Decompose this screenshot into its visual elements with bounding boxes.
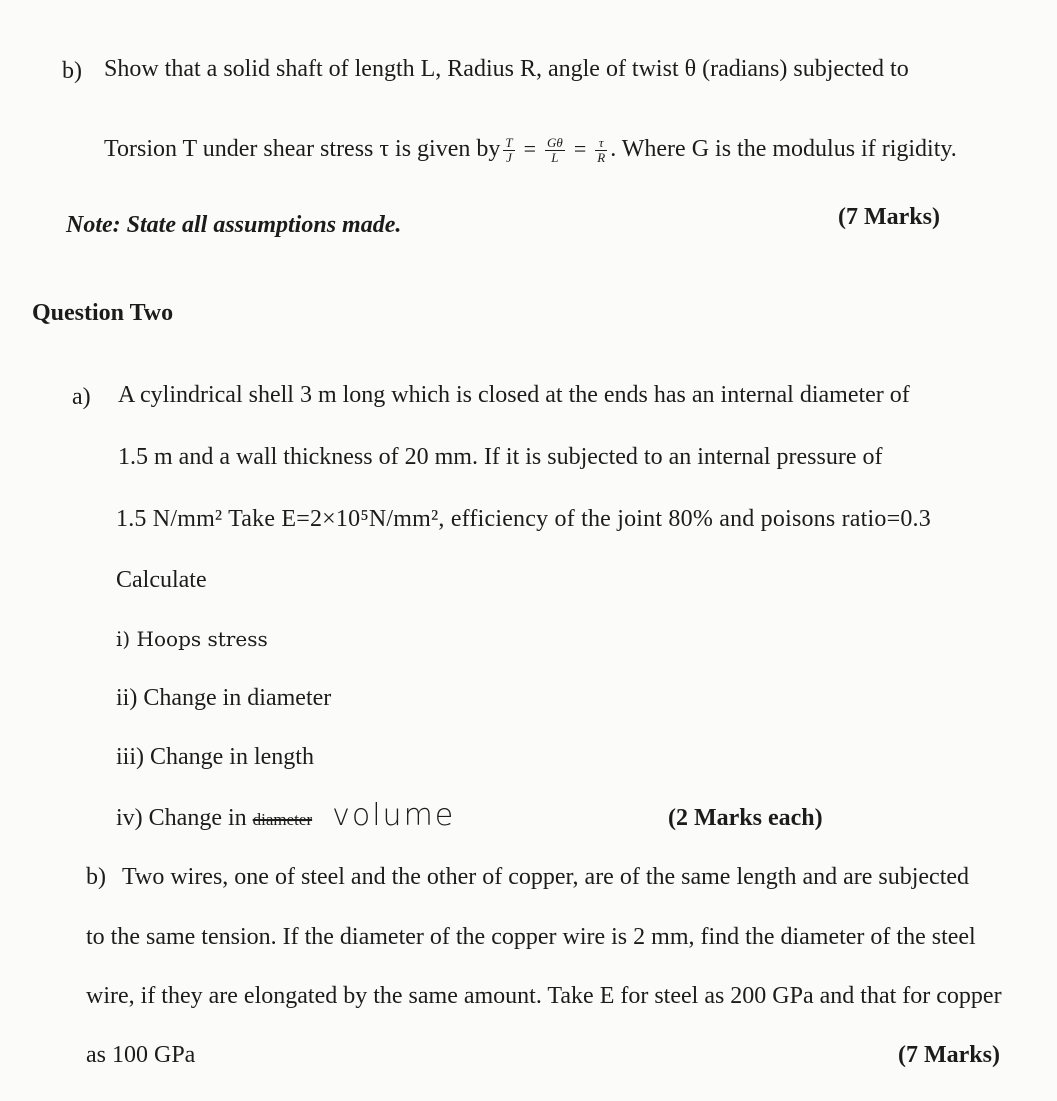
q2b-line-3: wire, if they are elongated by the same amount. Take E for steel as 200 GPa and that for copper [86,983,1002,1009]
q2b-marks: (7 Marks) [898,1042,1000,1068]
q2a-line-1: A cylindrical shell 3 m long which is closed at the ends has an internal diameter of [118,382,910,408]
formula-fraction-gtheta-over-l: $\frac{G\theta}{L}$ [547,134,563,165]
question-two-heading: Question Two [32,300,174,326]
handwritten-correction: volume [332,798,456,833]
formula-fraction-tau-over-r: $\frac{\tau}{R}$ [597,134,606,165]
q1b-marks: (7 Marks) [838,204,940,230]
q2a-line-2: 1.5 m and a wall thickness of 20 mm. If it is subjected to an internal pressure of [118,444,883,470]
q2b-line-2: to the same tension. If the diameter of the copper wire is 2 mm, find the diameter of the steel [86,924,976,950]
q2a-item-change-in-length: iii) Change in length [116,744,314,770]
q1b-line-2-text: Torsion T under shear stress τ is given by [104,136,501,162]
q2a-item-4-text: iv) Change in [116,805,247,831]
q1b-line-2 [104,134,957,165]
formula-fraction-t-over-j: $\frac{T}{J}$ [505,134,513,165]
equals-sign: = [573,136,587,161]
q1b-note: Note: State all assumptions made. [66,212,402,238]
q2a-label: a) [72,384,91,410]
q2b-label: b) [86,864,106,890]
q1b-line-2-tail: . Where G is the modulus if rigidity. [610,136,957,162]
q1b-label: b) [62,58,82,84]
equals-sign: = [523,136,537,161]
q2a-calculate: Calculate [116,567,207,593]
q2a-line-3: 1.5 N/mm² Take E=2×10⁵N/mm², efficiency of the joint 80% and poisons ratio=0.3 [116,506,931,532]
q2a-marks: (2 Marks each) [668,805,823,831]
q1b-line-1: Show that a solid shaft of length L, Radius R, angle of twist θ (radians) subjected to [104,56,909,82]
q2a-item-hoops-stress: i) Hoops stress [116,627,268,651]
q2a-item-change-in-diameter: ii) Change in diameter [116,685,332,711]
q2b-line-1: Two wires, one of steel and the other of copper, are of the same length and are subjected [122,864,970,890]
q2b-line-4: as 100 GPa [86,1042,196,1068]
q2a-item-change-in-volume [116,798,456,835]
struck-word: diameter [252,810,313,829]
